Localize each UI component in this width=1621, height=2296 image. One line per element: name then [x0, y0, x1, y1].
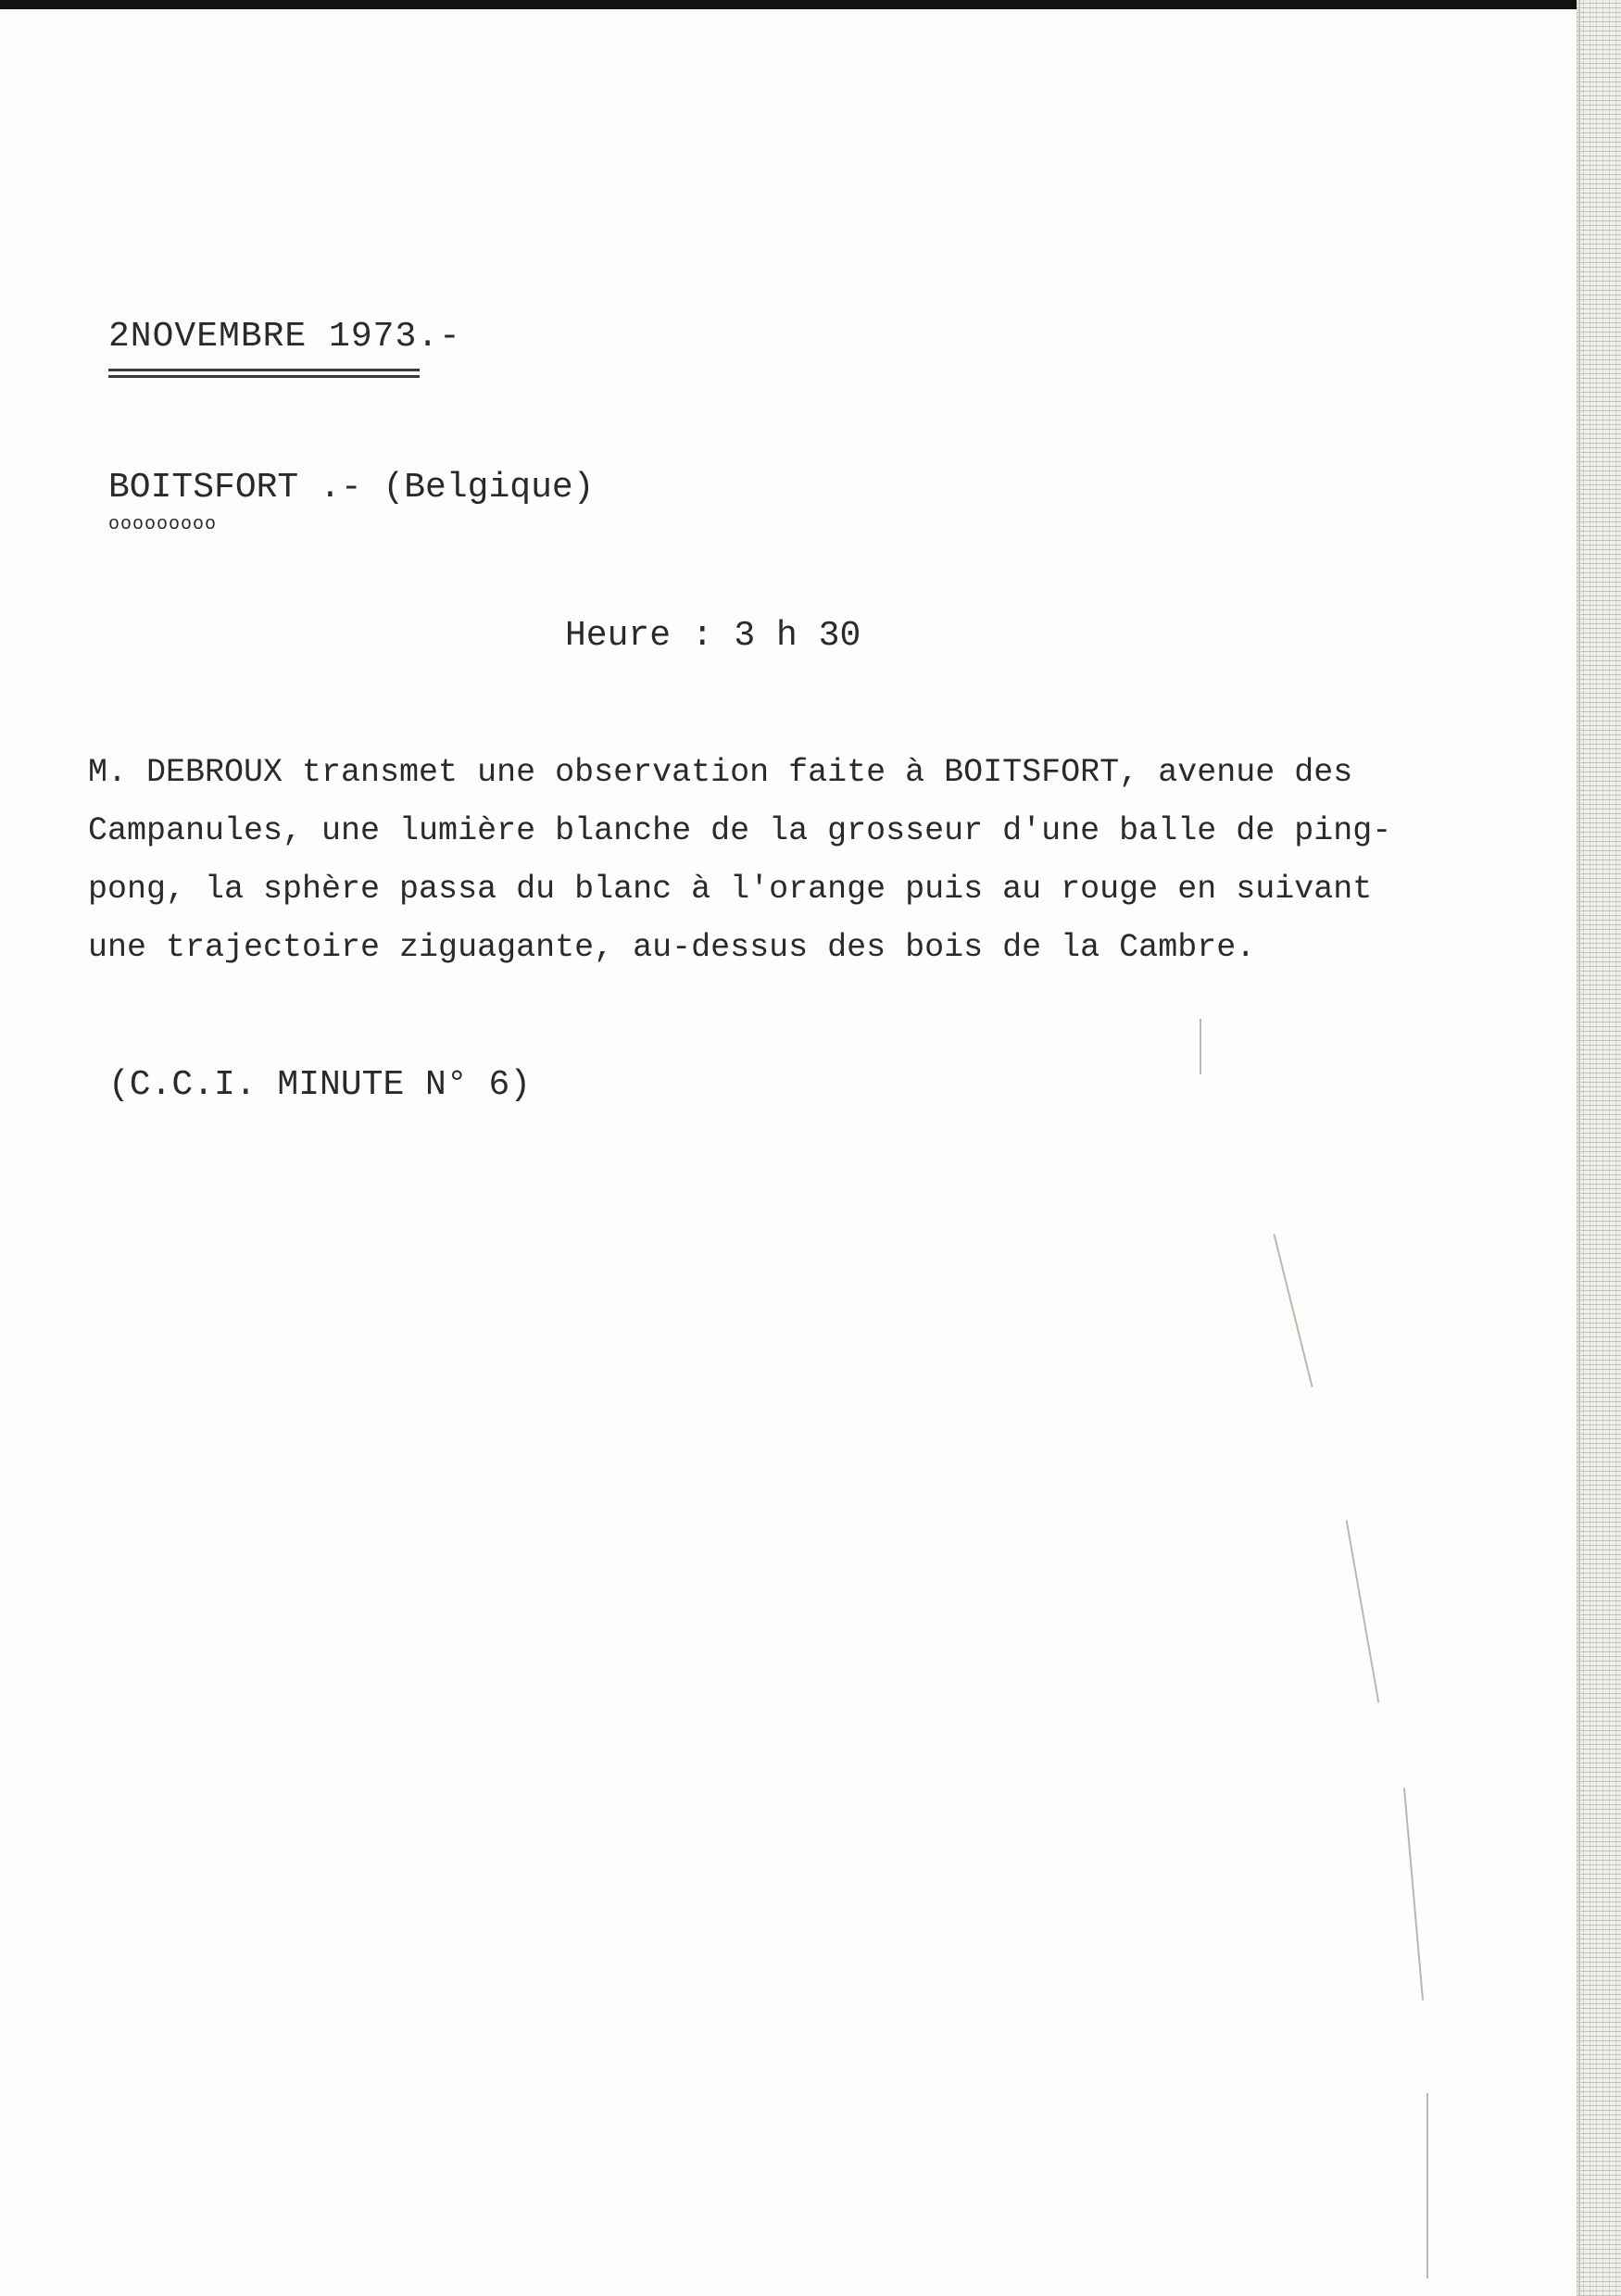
paper-edge-line — [1578, 0, 1580, 2296]
location-underline: ooooooooo — [108, 514, 218, 535]
paragraph-line: pong, la sphère passa du blanc à l'orange puis au rouge en suivant — [88, 871, 1373, 908]
report-location: BOITSFORT .- (Belgique) — [108, 468, 595, 508]
observation-paragraph — [88, 744, 1570, 977]
paragraph-line: une trajectoire ziguagante, au-dessus des bois de la Cambre. — [88, 929, 1256, 966]
top-edge-border — [0, 0, 1621, 9]
paragraph-line: M. DEBROUX transmet une observation faite à BOITSFORT, avenue des — [88, 754, 1353, 791]
report-time: Heure : 3 h 30 — [565, 616, 861, 656]
date-underline — [108, 369, 420, 378]
paper-crease-mark — [1346, 1520, 1380, 1702]
paper-crease-mark — [1273, 1234, 1313, 1386]
report-date: 2NOVEMBRE 1973.- — [108, 317, 461, 357]
scanned-paper-edge — [1577, 0, 1621, 2296]
source-reference: (C.C.I. MINUTE N° 6) — [108, 1065, 532, 1105]
paragraph-line: Campanules, une lumière blanche de la grosseur d'une balle de ping- — [88, 812, 1392, 849]
paper-crease-mark — [1200, 1019, 1201, 1074]
paper-crease-mark — [1426, 2093, 1428, 2278]
paper-crease-mark — [1403, 1788, 1424, 2000]
